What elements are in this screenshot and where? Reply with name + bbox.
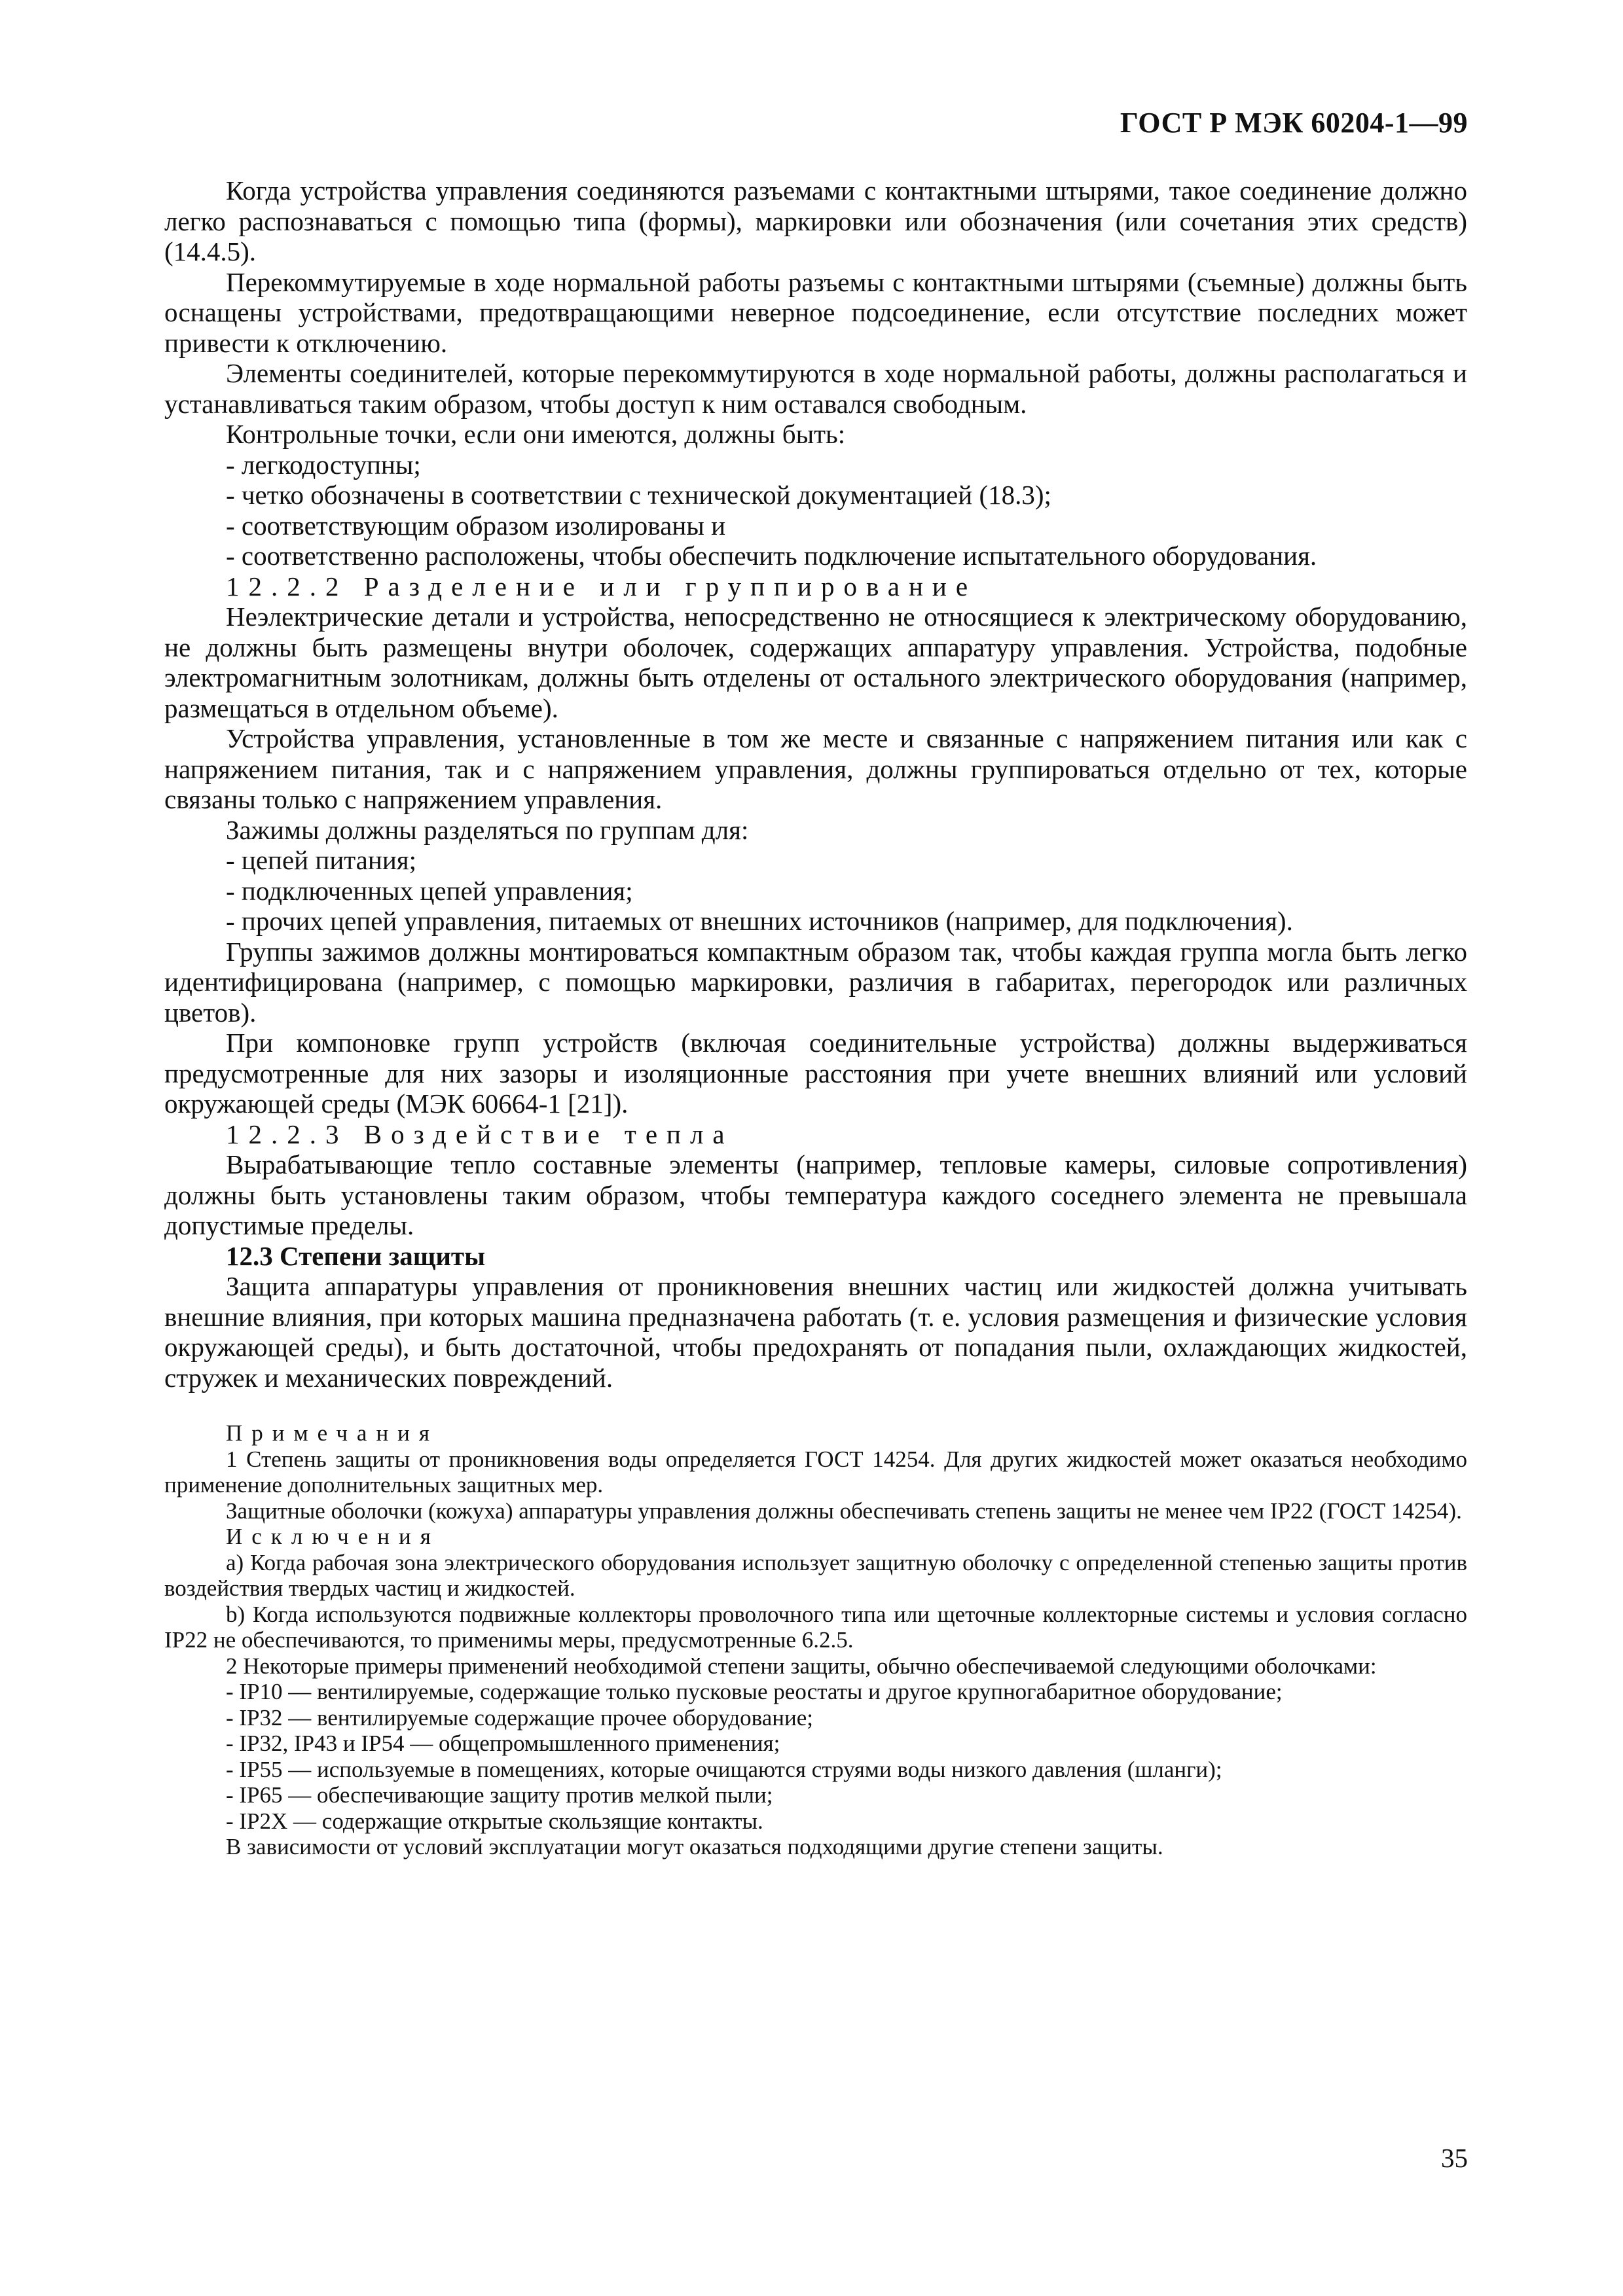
section-heading-12-2-3: 12.2.3 Воздействие тепла xyxy=(226,1119,734,1149)
paragraph: Зажимы должны разделяться по группам для: xyxy=(226,814,749,845)
note-1-continued: Защитные оболочки (кожуха) аппаратуры управления должны обеспечивать степень защиты не менее чем IP22 (ГОСТ 14254). xyxy=(226,1498,1462,1524)
list-item: - четко обозначены в соответствии с технической документацией (18.3); xyxy=(226,480,1051,510)
list-item: - соответственно расположены, чтобы обеспечить подключение испытательного оборудования. xyxy=(226,541,1317,571)
standard-header: ГОСТ Р МЭК 60204-1—99 xyxy=(1120,107,1468,139)
list-item: - подключенных цепей управления; xyxy=(226,875,633,906)
ip-list-item: - IP32 — вентилируемые содержащие прочее оборудование; xyxy=(226,1704,813,1731)
ip-list-item: - IP32, IP43 и IP54 — общепромышленного применения; xyxy=(226,1731,780,1756)
exception-b: b) Когда используются подвижные коллекторы проволочного типа или щеточные коллекторные системы и условия согласно IP22 не обеспечиваются, то применимы меры, предусмотренные 6.2.5. xyxy=(164,1601,1467,1653)
ip-list-item: - IP2X — содержащие открытые скользящие контакты. xyxy=(226,1808,763,1834)
list-item: - соответствующим образом изолированы и xyxy=(226,510,726,541)
paragraph: Вырабатывающие тепло составные элементы (например, тепловые камеры, силовые сопротивления) должны быть установлены таким образом, чтобы температура каждого соседнего элемента не превышала допустимые пределы. xyxy=(164,1149,1467,1240)
paragraph: Устройства управления, установленные в том же месте и связанные с напряжением питания или как с напряжением питания, так и с напряжением управления, должны группироваться отдельно от тех, которые связаны только с напряжением управления. xyxy=(164,723,1467,814)
paragraph: При компоновке групп устройств (включая соединительные устройства) должны выдерживаться предусмотренные для них зазоры и изоляционные расстояния при учете внешних влияний или условий окружающей среды (МЭК 60664-1 [21]). xyxy=(164,1028,1467,1119)
notes-closing: В зависимости от условий эксплуатации могут оказаться подходящими другие степени защиты. xyxy=(226,1834,1163,1859)
page-number: 35 xyxy=(1441,2143,1468,2173)
ip-list-item: - IP65 — обеспечивающие защиту против мелкой пыли; xyxy=(226,1782,773,1808)
list-item: - прочих цепей управления, питаемых от внешних источников (например, для подключения). xyxy=(226,906,1293,936)
list-item: - легкодоступны; xyxy=(226,449,421,480)
section-heading-12-2-2: 12.2.2 Разделение или группирование xyxy=(226,571,977,601)
exceptions-title: Исключения xyxy=(226,1524,440,1549)
exception-a: а) Когда рабочая зона электрического оборудования использует защитную оболочку с определенной степенью защиты против воздействия твердых частиц и жидкостей. xyxy=(164,1549,1467,1601)
notes-title: Примечания xyxy=(226,1420,439,1446)
note-1: 1 Степень защиты от проникновения воды определяется ГОСТ 14254. Для других жидкостей может оказаться необходимо применение дополнительных защитных мер. xyxy=(164,1446,1467,1498)
list-item: - цепей питания; xyxy=(226,845,417,875)
paragraph: Перекоммутируемые в ходе нормальной работы разъемы с контактными штырями (съемные) должны быть оснащены устройствами, предотвращающими неверное подсоединение, если отсутствие последних может привести к отключению. xyxy=(164,266,1467,358)
note-2: 2 Некоторые примеры применений необходимой степени защиты, обычно обеспечиваемой следующими оболочками: xyxy=(226,1653,1377,1679)
paragraph: Элементы соединителей, которые перекоммутируются в ходе нормальной работы, должны располагаться и устанавливаться таким образом, чтобы доступ к ним оставался свободным. xyxy=(164,358,1467,419)
ip-list-item: - IP55 — используемые в помещениях, которые очищаются струями воды низкого давления (шланги); xyxy=(226,1756,1222,1782)
ip-list-item: - IP10 — вентилируемые, содержащие только пусковые реостаты и другое крупногабаритное оборудование; xyxy=(226,1679,1283,1704)
notes-block xyxy=(164,1420,1467,1860)
paragraph: Защита аппаратуры управления от проникновения внешних частиц или жидкостей должна учитывать внешние влияния, при которых машина предназначена работать (т. е. условия размещения и физические условия окружающей среды), и быть достаточной, чтобы предохранять от попадания пыли, охлаждающих жидкостей, стружек и механических повреждений. xyxy=(164,1271,1467,1393)
paragraph: Когда устройства управления соединяются разъемами с контактными штырями, такое соединение должно легко распознаваться с помощью типа (формы), маркировки или обозначения (или сочетания этих средств) (14.4.5). xyxy=(164,175,1467,266)
page-body xyxy=(164,175,1467,1860)
paragraph: Контрольные точки, если они имеются, должны быть: xyxy=(226,419,846,449)
section-heading-12-3: 12.3 Степени защиты xyxy=(226,1240,486,1271)
paragraph: Группы зажимов должны монтироваться компактным образом так, чтобы каждая группа могла быть легко идентифицирована (например, с помощью маркировки, различия в габаритах, перегородок или различных цветов). xyxy=(164,936,1467,1028)
paragraph: Неэлектрические детали и устройства, непосредственно не относящиеся к электрическому оборудованию, не должны быть размещены внутри оболочек, содержащих аппаратуру управления. Устройства, подобные электромагнитным золотникам, должны быть отделены от остального электрического оборудования (например, размещаться в отдельном объеме). xyxy=(164,601,1467,723)
